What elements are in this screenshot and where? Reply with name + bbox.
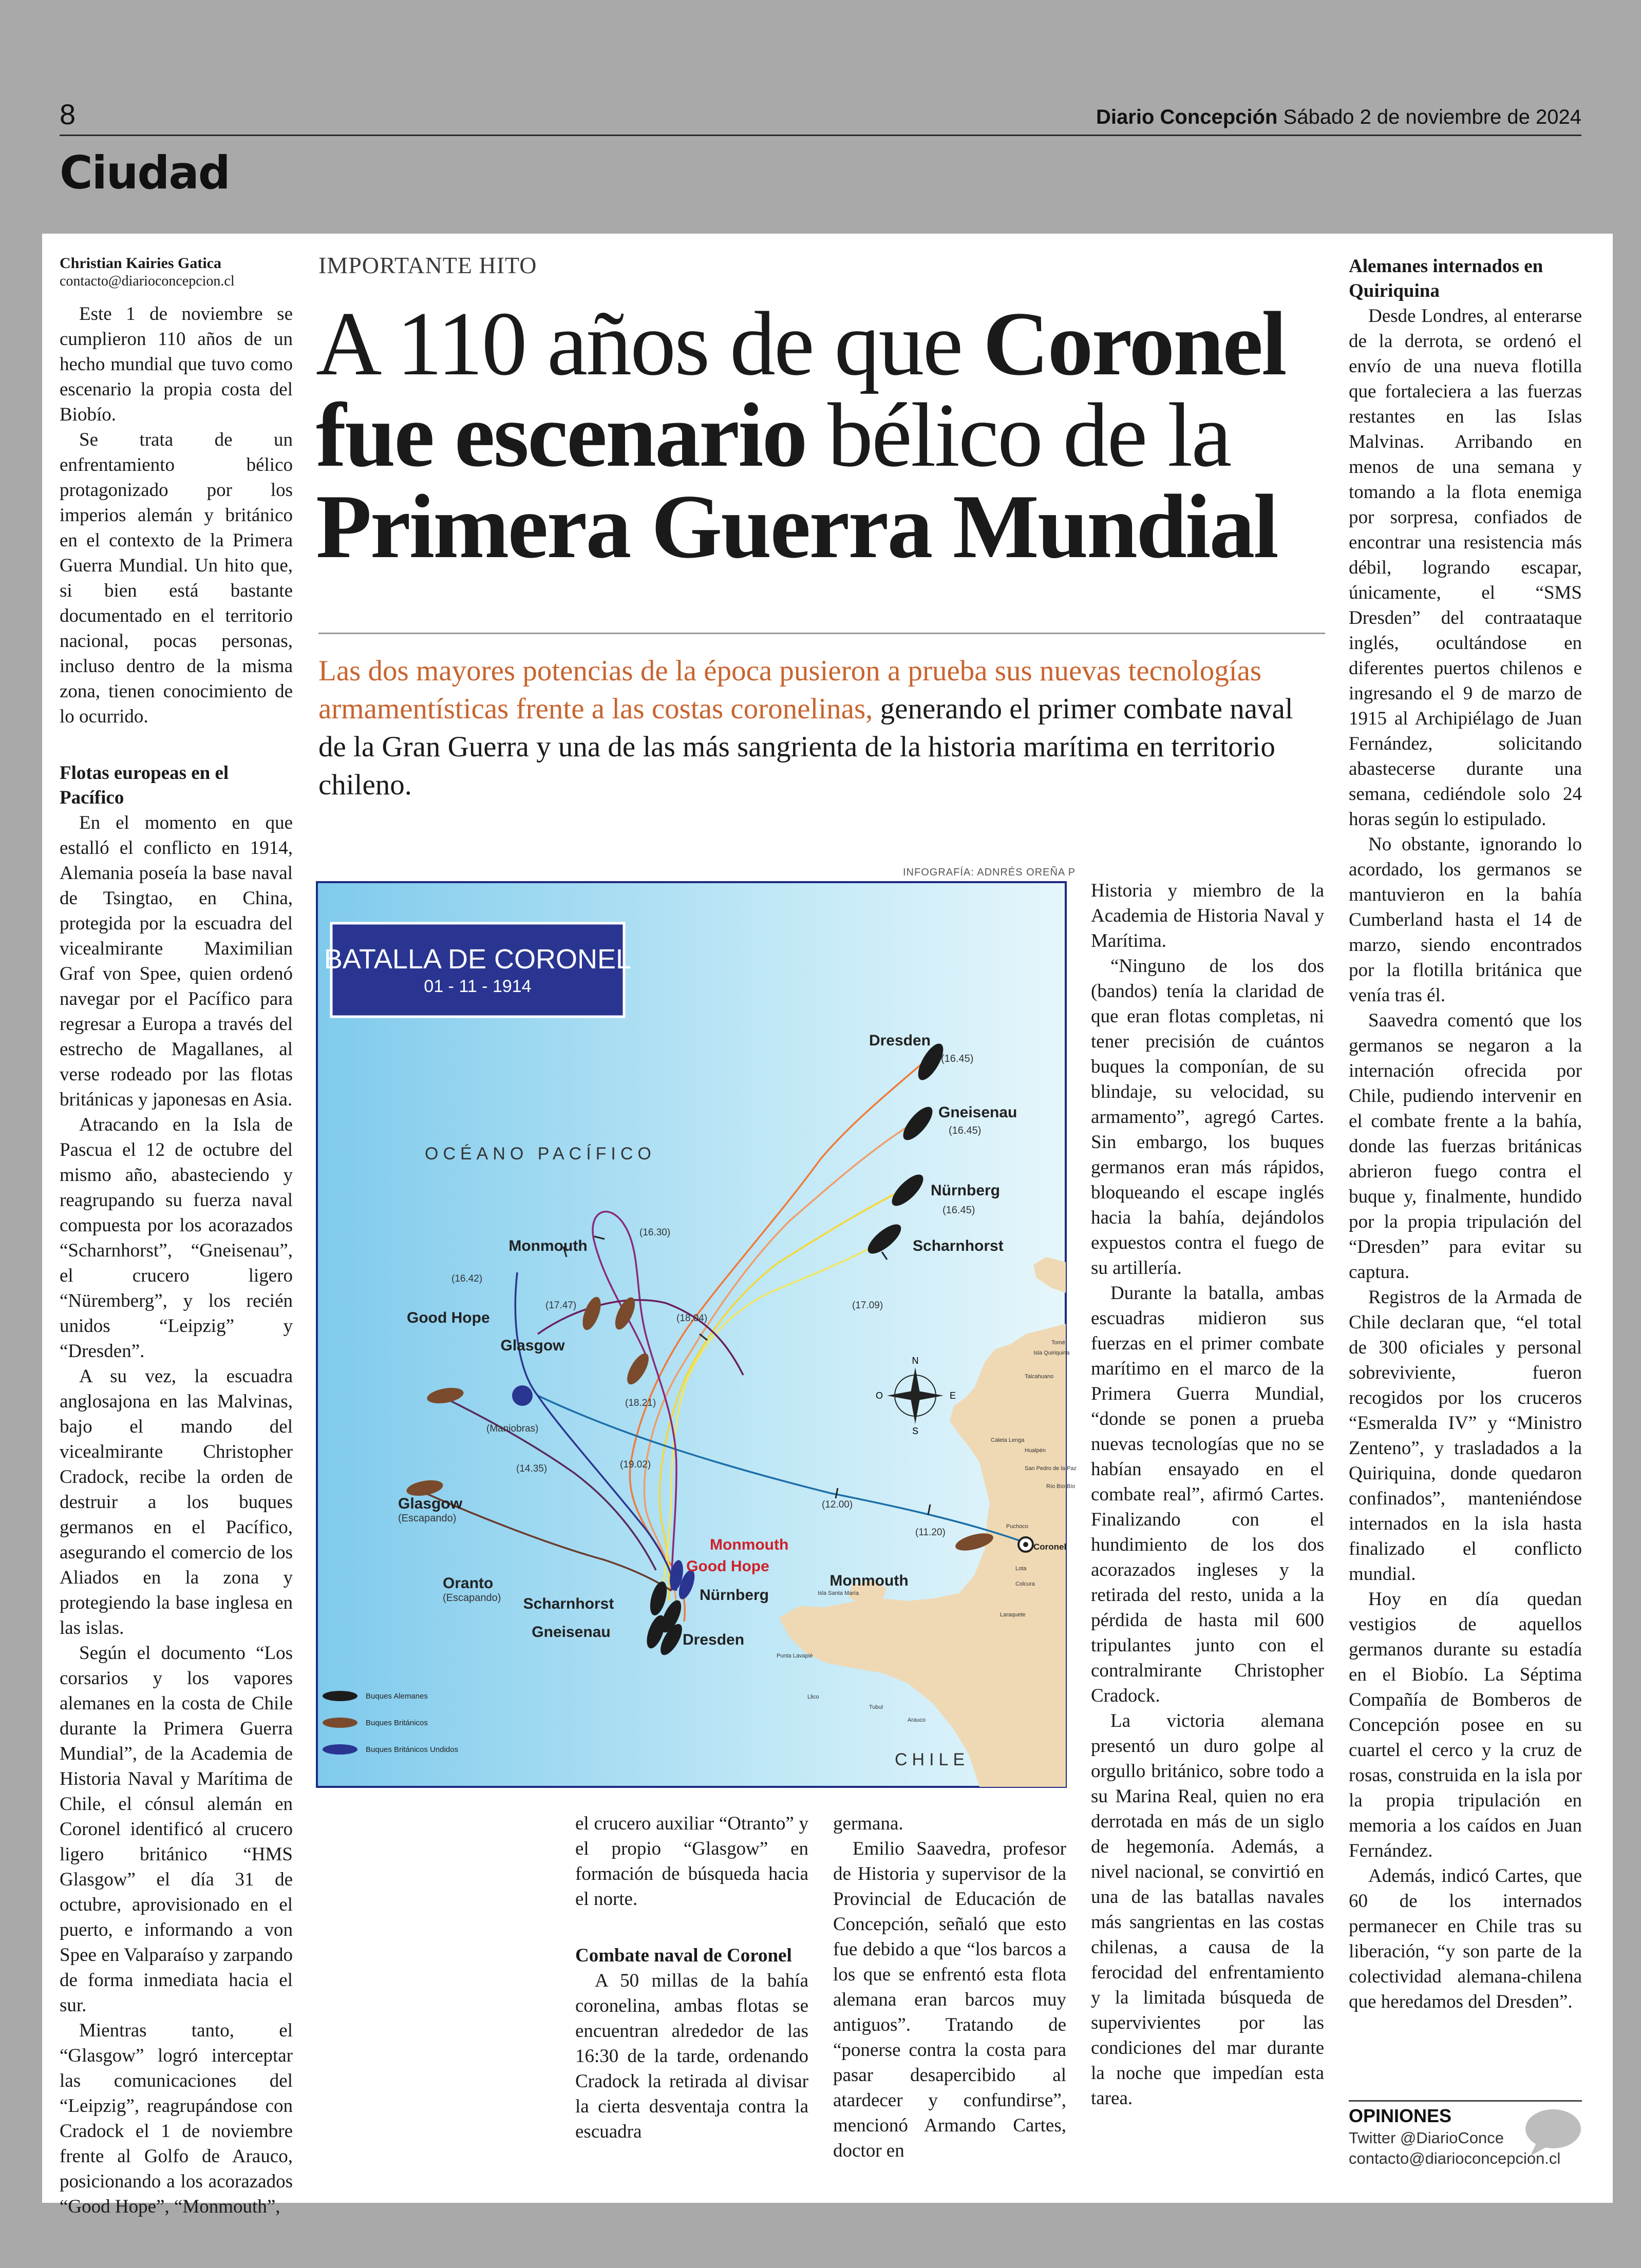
legend-german: Buques Alemanes (366, 1692, 428, 1701)
label-scharnhorst-s: Scharnhorst (523, 1595, 614, 1612)
time-1435: (14.35) (516, 1463, 548, 1474)
time-dresden: (16.45) (941, 1053, 974, 1064)
label-dresden-n: Dresden (869, 1032, 931, 1049)
paper-name: Diario Concepción (1096, 106, 1278, 128)
compass-o: O (876, 1390, 883, 1401)
legend-british-swatch (323, 1718, 357, 1728)
headline-bold: Primera Guerra Mundial (316, 475, 1277, 577)
place-arauco: Arauco (908, 1717, 926, 1723)
label-nurnberg-n: Nürnberg (931, 1182, 1000, 1199)
label-glasgow-s: Glasgow (398, 1495, 463, 1512)
paragraph: Además, indicó Cartes, que 60 de los internados permanecer en Chile tras su liberación, “y son parte de la colectividad alemana-chilena que heredamos del Dresden”. (1349, 1865, 1582, 2012)
opinions-rule (1349, 2100, 1582, 2102)
headline (316, 293, 1343, 577)
deck-accent: Las dos mayores potencias de la época pusieron a prueba sus nuevas tecnologías armamentísticas frente a las costas coronelinas, (318, 655, 1262, 725)
column-3 (833, 1811, 1066, 2163)
label-scharnhorst-n: Scharnhorst (913, 1237, 1004, 1254)
contact-email[interactable]: contacto@diarioconcepcion.cl (1349, 2149, 1561, 2167)
paragraph: Desde Londres, al enterarse de la derrota, se ordenó el envío de una nueva flotilla que fortaleciera a las fuerzas restantes en las Islas Malvinas. Arribando en menos de una semana y tomando a la flota enemiga por sorpresa, confiados de encontrar una resistencia más débil, logrando escapar, únicamente, el “SMS Dresden” del contraataque inglés, ocultándose en diferentes puertos chilenos e ingresando el 9 de marzo de 1915 al Archipiélago de Juan Fernández, solicitando abastecerse durante una semana, cediéndole solo 24 horas según lo estipulado. (1349, 306, 1582, 830)
paragraph: Registros de la Armada de Chile declaran que, “el total de 300 oficiales y personal sobreviviente, fueron recogidos por los cruceros “Esmeralda IV” y “Ministro Zenteno”, y trasladados a la Quiriquina, donde quedaron confinados”, manteniéndose internados en la isla hasta finalizado el conflicto mundial. (1349, 1287, 1582, 1585)
place-lavapie: Punta Lavapié (777, 1653, 813, 1659)
place-puchoco: Puchoco (1006, 1523, 1028, 1530)
time-1200: (12.00) (822, 1499, 853, 1510)
label-goodhope-sunk: Good Hope (686, 1558, 769, 1575)
place-tome: Tomé (1051, 1340, 1065, 1346)
paragraph: Durante la batalla, ambas escuadras midieron sus fuerzas en el primer combate marítimo en el marco de la Primera Guerra Mundial, “donde se ponen a prueba nuevas tecnologías que no se habían ensayado en el combate real”, afirmó Cartes. Finalizando con el hundimiento de los dos acorazados ingleses y la retirada del resto, unida a la pérdida de hasta mil 600 tripulantes junto con el contralmirante Christopher Cradock. (1091, 1283, 1324, 1706)
place-laraquete: Laraquete (1000, 1612, 1026, 1618)
place-llico: Llico (807, 1694, 819, 1700)
time-maniobras: (Maniobras) (486, 1423, 539, 1434)
section-title: Ciudad (60, 146, 230, 199)
time-1821: (18.21) (625, 1398, 656, 1408)
paragraph: el crucero auxiliar “Otranto” y el propio “Glasgow” en formación de búsqueda hacia el norte. (575, 1813, 808, 1910)
time-1642: (16.42) (451, 1273, 483, 1284)
battle-map (317, 882, 1077, 1787)
legend-german-swatch (323, 1691, 357, 1701)
paragraph: Este 1 de noviembre se cumplieron 110 años de un hecho mundial que tuvo como escenario la propia costa del Biobío. (60, 303, 293, 425)
headline-part: bélico de la (806, 384, 1231, 486)
place-hualpen: Hualpén (1025, 1447, 1046, 1454)
time-1709: (17.09) (852, 1300, 883, 1311)
label-goodhope: Good Hope (407, 1309, 490, 1326)
coronel-marker-dot (1023, 1542, 1028, 1547)
subheading: Alemanes internados en Quiriquina (1349, 256, 1543, 301)
oranto-escaping-note: (Escapando) (443, 1592, 501, 1604)
compass-n: N (912, 1356, 919, 1366)
label-nurnberg-s: Nürnberg (700, 1587, 769, 1604)
compass-e: E (950, 1390, 956, 1401)
label-gneisenau-s: Gneisenau (532, 1624, 611, 1641)
headline-bold: Coronel fue escenario (316, 293, 1286, 486)
paragraph: La victoria alemana presentó un duro golpe al orgullo británico, sobre todo a su Marina Real, quien no era derrotada en más de un siglo de hegemonía. Además, a nivel nacional, se convirtió en una de las batallas navales más sangrientas en las costas chilenas, a causa de la ferocidad del enfrentamiento y la limitada búsqueda de supervivientes por las condiciones del mar durante la noche que impedían esta tarea. (1091, 1710, 1324, 2109)
author-name: Christian Kairies Gatica (60, 255, 221, 272)
paragraph: A su vez, la escuadra anglosajona en las Malvinas, bajo el mando del vicealmirante Christopher Cradock, recibe la orden de destruir a los buques germanos en el Pacífico, asegurando el comercio de los Aliados en la zona y protegiendo la base inglesa en las islas. (60, 1366, 293, 1638)
twitter-handle[interactable]: Twitter @DiarioConce (1349, 2129, 1504, 2147)
place-quiriquina: Isla Quiriquina (1033, 1350, 1070, 1356)
paragraph: “Ninguno de los dos (bandos) tenía la claridad de que eran flotas completas, ni tener precisión de cuántos buques la componían, de su blindaje, su velocidad, su armamento”, agregó Cartes. Sin embargo, los buques germanos eran más rápidos, bloqueando el escape inglés hacia la bahía, dejándolos expuestos contra el fuego de su artillería. (1091, 956, 1324, 1279)
time-1902: (19.02) (620, 1459, 651, 1470)
label-coronel: Coronel (1033, 1542, 1067, 1552)
legend-british: Buques Británicos (366, 1719, 428, 1727)
time-1804: (18.04) (676, 1313, 708, 1324)
compass-s: S (912, 1426, 919, 1436)
subheading: Combate naval de Coronel (575, 1945, 792, 1966)
map-date: 01 - 11 - 1914 (424, 977, 532, 996)
column-2 (575, 1811, 808, 2144)
paragraph: Hoy en día quedan vestigios de aquellos germanos durante su estadía en el Biobío. La Séptima Compañía de Bomberos de Concepción posee en su cuartel el cerco y la cruz de rosas, construida en la isla por la propia tripulación en memoria a los caídos en Juan Fernández. (1349, 1589, 1582, 1861)
maneuver-point (512, 1385, 533, 1406)
place-caleta: Caleta Lenga (991, 1437, 1025, 1443)
paragraph: Emilio Saavedra, profesor de Historia y supervisor de la Provincial de Educación de Concepción, señaló que esto fue debido a que “los barcos a los que se enfrentó esta flota alemana eran barcos muy antiguos”. Tratando de “ponerse contra la costa para pasar desapercibido al atardecer y confundirse”, mencionó Armando Cartes, doctor en (833, 1838, 1066, 2161)
label-monmouth-n: Monmouth (508, 1237, 588, 1254)
label-monmouth-e: Monmouth (829, 1572, 909, 1589)
label-glasgow-n: Glasgow (500, 1337, 565, 1354)
paragraph: Atracando en la Isla de Pascua el 12 de octubre del mismo año, abasteciendo y reagrupando su fuerza naval compuesta por los acorazados “Scharnhorst”, “Gneisenau”, el crucero ligero “Nüremberg”, y los recién unidos “Leipzig” y “Dresden”. (60, 1114, 293, 1362)
paragraph: En el momento en que estalló el conflicto en 1914, Alemania poseía la base naval de Tsingtao, en China, protegida por la escuadra del vicealmirante Maximilian Graf von Spee, quien ordenó navegar por el Pacífico para regresar a Europa a través del estrecho de Magallanes, al verse rodeado por las flotas británicas y japonesas en Asia. (60, 812, 293, 1110)
place-sanpedro: San Pedro de la Paz (1025, 1465, 1077, 1472)
place-colcura: Colcura (1015, 1581, 1035, 1587)
paragraph: Saavedra comentó que los germanos se negaron a la internación ofrecida por Chile, pudiendo intervenir en el combate frente a la bahía, donde las fuerzas británicas abrieron fuego contra el buque y, finalmente, hundido por la propia tripulación del “Dresden” para evitar su captura. (1349, 1010, 1582, 1283)
place-talcahuano: Talcahuano (1025, 1374, 1054, 1380)
legend-sunk-swatch (323, 1744, 357, 1755)
time-nurnberg: (16.45) (942, 1205, 975, 1216)
deck (318, 652, 1325, 804)
paragraph: germana. (833, 1813, 903, 1834)
infographic-credit: INFOGRAFÍA: ADNRÉS OREÑA P (903, 867, 1076, 878)
paragraph: No obstante, ignorando lo acordado, los germanos se mantuvieron en la bahía Cumberland hasta el 14 de marzo, siendo encontrados por la flotilla británica que venía tras él. (1349, 834, 1582, 1006)
deck-rest: generando el primer combate naval de la Gran Guerra y una de las más sangrienta de la historia marítima en territorio chileno. (318, 693, 1293, 801)
masthead (1096, 106, 1581, 129)
paragraph: A 50 millas de la bahía coronelina, ambas flotas se encuentran alrededor de las 16:30 de la tarde, ordenando Cradock la retirada al divisar la cierta desventaja contra la escuadra (575, 1970, 808, 2142)
author-email: contacto@diarioconcepcion.cl (60, 273, 235, 289)
time-1747: (17.47) (545, 1300, 577, 1311)
page-number: 8 (60, 98, 76, 130)
headline-rule (318, 633, 1325, 634)
opinions-title: OPINIONES (1349, 2105, 1452, 2126)
time-gneisenau: (16.45) (949, 1125, 982, 1136)
column-1 (60, 254, 293, 2219)
kicker: IMPORTANTE HITO (318, 252, 537, 278)
place-santamaria: Isla Santa María (818, 1590, 859, 1596)
place-tubul: Tubul (869, 1704, 883, 1710)
label-gneisenau-n: Gneisenau (938, 1104, 1017, 1121)
headline-part: A 110 años de que (316, 293, 983, 394)
map-title: BATALLA DE CORONEL (324, 944, 632, 975)
paragraph: Historia y miembro de la Academia de Historia Naval y Marítima. (1091, 880, 1324, 951)
country-label: CHILE (895, 1750, 970, 1769)
place-lota: Lota (1015, 1566, 1027, 1572)
ocean-label: OCÉANO PACÍFICO (425, 1144, 656, 1164)
column-5 (1349, 254, 1582, 2014)
place-biobio: Río Bío Bío (1046, 1483, 1076, 1490)
paragraph: Mientras tanto, el “Glasgow” logró interceptar las comunicaciones del “Leipzig”, reagrupándose con Cradock el 1 de noviembre frente al Golfo de Arauco, posicionando a los acorazados “Good Hope”, “Monmouth”, (60, 2020, 293, 2217)
column-4 (1091, 878, 1324, 2111)
speech-bubble-icon (1521, 2106, 1583, 2158)
paragraph: Se trata de un enfrentamiento bélico protagonizado por los imperios alemán y británico en el contexto de la Primera Guerra Mundial. Un hito que, si bien está bastante documentado en el territorio nacional, pocas personas, incluso dentro de la misma zona, tienen conocimiento de lo ocurrido. (60, 429, 293, 727)
label-monmouth-sunk: Monmouth (710, 1536, 789, 1553)
label-oranto: Oranto (443, 1575, 494, 1592)
legend-sunk: Buques Británicos Undidos (366, 1745, 459, 1754)
subheading: Flotas europeas en el Pacífico (60, 763, 229, 808)
time-1630: (16.30) (639, 1227, 671, 1238)
label-dresden-s: Dresden (683, 1631, 745, 1648)
time-1120: (11.20) (915, 1527, 946, 1538)
header-rule (60, 135, 1581, 136)
paragraph: Según el documento “Los corsarios y los vapores alemanes en la costa de Chile durante la Primera Guerra Mundial”, de la Academia de Historia Naval y Marítima de Chile, el cónsul alemán en Coronel identificó al crucero ligero británico “HMS Glasgow” el día 31 de octubre, aprovisionado en el puerto, e informando a von Spee en Valparaíso y zarpando de forma inmediata hacia el sur. (60, 1643, 293, 2016)
glasgow-escaping-note: (Escapando) (398, 1513, 457, 1524)
issue-date: Sábado 2 de noviembre de 2024 (1283, 106, 1581, 128)
